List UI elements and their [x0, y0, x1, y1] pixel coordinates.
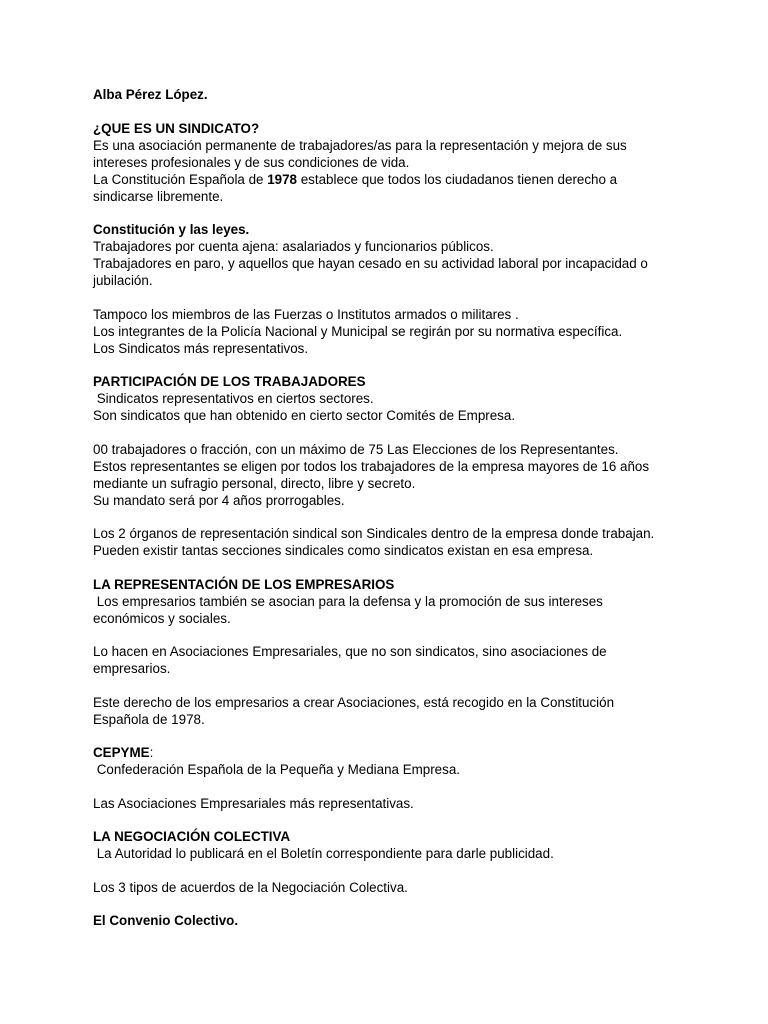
- paragraph-line: empresarios.: [93, 661, 171, 676]
- section-heading-participacion: PARTICIPACIÓN DE LOS TRABAJADORES: [93, 374, 366, 389]
- spacer: [93, 812, 693, 829]
- paragraph-line-bold: El Convenio Colectivo.: [93, 913, 239, 928]
- spacer: [93, 862, 693, 879]
- section-heading-cepyme: [93, 744, 693, 761]
- paragraph-line: Tampoco los miembros de las Fuerzas o Institutos armados o militares .: [93, 306, 519, 322]
- paragraph-line: Los empresarios también se asocian para la defensa y la promoción de sus intereses: [93, 593, 603, 609]
- paragraph-line: mediante un sufragio personal, directo, libre y secreto.: [93, 475, 416, 491]
- paragraph-line: Su mandato será por 4 años prorrogables.: [93, 492, 345, 508]
- text-span: establece que todos los ciudadanos tienen derecho a: [297, 171, 618, 187]
- spacer: [93, 205, 693, 222]
- paragraph-line: sindicarse libremente.: [93, 188, 224, 204]
- paragraph-line: Los 3 tipos de acuerdos de la Negociación Colectiva.: [93, 879, 408, 895]
- section-heading-empresarios: LA REPRESENTACIÓN DE LOS EMPRESARIOS: [93, 576, 395, 592]
- spacer: [93, 677, 693, 694]
- paragraph-line: Estos representantes se eligen por todos los trabajadores de la empresa mayores de 16 años: [93, 458, 650, 474]
- paragraph-line: económicos y sociales.: [93, 610, 231, 626]
- text-span: La Constitución Española de: [93, 171, 268, 187]
- paragraph-line: Este derecho de los empresarios a crear Asociaciones, está recogido en la Constitución: [93, 694, 615, 710]
- section-heading-constitucion: Constitución y las leyes.: [93, 222, 250, 237]
- section-heading-sindicato: ¿QUE ES UN SINDICATO?: [93, 120, 260, 136]
- paragraph-line: Trabajadores en paro, y aquellos que hayan cesado en su actividad laboral por incapacidad o: [93, 256, 648, 271]
- spacer: [93, 627, 693, 644]
- paragraph-line: [93, 171, 693, 188]
- paragraph-line: La Autoridad lo publicará en el Boletín correspondiente para darle publicidad.: [93, 846, 554, 861]
- text-span: :: [149, 745, 154, 760]
- spacer: [93, 559, 693, 576]
- year-emphasis: 1978: [267, 171, 297, 187]
- spacer: [93, 357, 693, 374]
- paragraph-line: Los Sindicatos más representativos.: [93, 340, 309, 356]
- paragraph-line: Trabajadores por cuenta ajena: asalariados y funcionarios públicos.: [93, 239, 494, 254]
- spacer: [93, 103, 693, 120]
- paragraph-line: Es una asociación permanente de trabajadores/as para la representación y mejora de sus: [93, 137, 627, 153]
- spacer: [93, 896, 693, 913]
- cepyme-acronym: CEPYME: [93, 745, 150, 760]
- paragraph-line: Lo hacen en Asociaciones Empresariales, que no son sindicatos, sino asociaciones de: [93, 644, 607, 659]
- document-page: [93, 86, 693, 929]
- spacer: [93, 424, 693, 441]
- paragraph-line: Española de 1978.: [93, 711, 205, 727]
- paragraph-line: Pueden existir tantas secciones sindicales como sindicatos existan en esa empresa.: [93, 543, 594, 558]
- paragraph-line: intereses profesionales y de sus condiciones de vida.: [93, 154, 410, 170]
- paragraph-line: Son sindicatos que han obtenido en cierto sector Comités de Empresa.: [93, 408, 516, 423]
- paragraph-line: Las Asociaciones Empresariales más representativas.: [93, 795, 414, 811]
- paragraph-line: Sindicatos representativos en ciertos sectores.: [93, 391, 374, 406]
- paragraph-line: jubilación.: [93, 273, 153, 288]
- spacer: [93, 778, 693, 795]
- author-name: Alba Pérez López.: [93, 87, 208, 102]
- section-heading-negociacion: LA NEGOCIACIÓN COLECTIVA: [93, 829, 291, 844]
- paragraph-line: Confederación Española de la Pequeña y Mediana Empresa.: [93, 762, 460, 777]
- paragraph-line: 00 trabajadores o fracción, con un máximo de 75 Las Elecciones de los Representantes.: [93, 441, 619, 457]
- spacer: [93, 728, 693, 745]
- spacer: [93, 509, 693, 526]
- spacer: [93, 289, 693, 306]
- paragraph-line: Los 2 órganos de representación sindical son Sindicales dentro de la empresa donde trabajan.: [93, 526, 655, 541]
- paragraph-line: Los integrantes de la Policía Nacional y Municipal se regirán por su normativa específica.: [93, 323, 623, 339]
